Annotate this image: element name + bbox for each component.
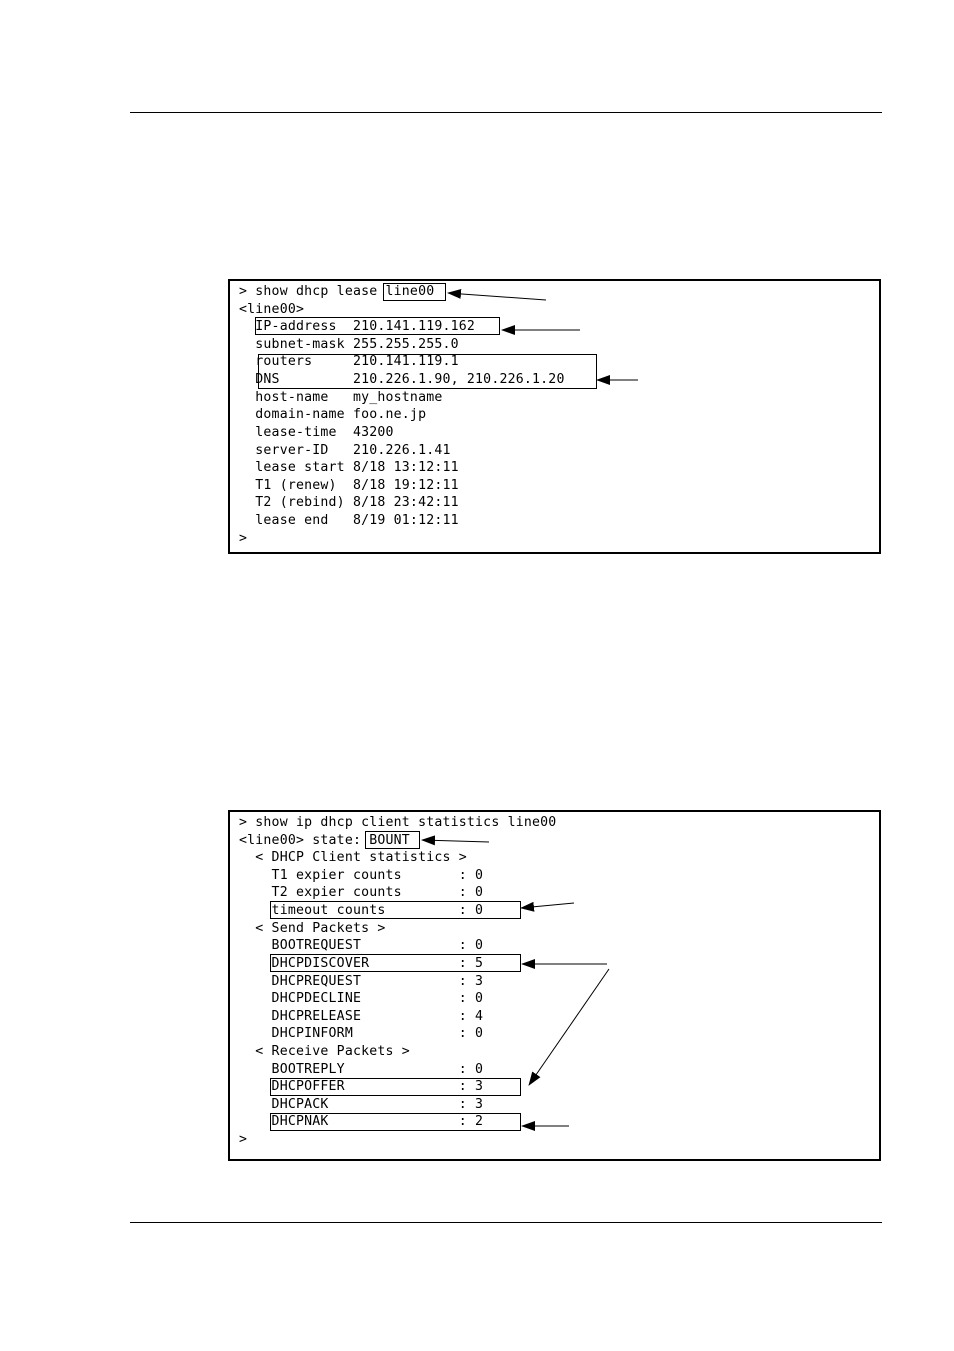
arrow-to-dhcpoffer bbox=[529, 969, 609, 1085]
terminal-line: > bbox=[239, 1132, 248, 1147]
terminal-line: subnet-mask 255.255.255.0 bbox=[239, 337, 459, 352]
terminal-line: < Receive Packets > bbox=[239, 1044, 410, 1059]
terminal-line: DHCPDISCOVER : 5 bbox=[239, 956, 484, 971]
terminal-line: T1 expier counts : 0 bbox=[239, 868, 484, 883]
terminal-line: DHCPOFFER : 3 bbox=[239, 1079, 484, 1094]
terminal-line: DHCPINFORM : 0 bbox=[239, 1026, 484, 1041]
arrow-to-timeout bbox=[521, 903, 574, 908]
arrow-to-state bbox=[422, 840, 489, 842]
arrow-to-interface bbox=[448, 293, 546, 300]
terminal-line: T2 (rebind) 8/18 23:42:11 bbox=[239, 495, 459, 510]
terminal-line: < DHCP Client statistics > bbox=[239, 850, 467, 865]
terminal-line: IP-address 210.141.119.162 bbox=[239, 319, 476, 334]
terminal-line: DHCPNAK : 2 bbox=[239, 1114, 484, 1129]
terminal-line: T2 expier counts : 0 bbox=[239, 885, 484, 900]
terminal-line: DHCPREQUEST : 3 bbox=[239, 974, 484, 989]
terminal-line: routers 210.141.119.1 bbox=[239, 354, 459, 369]
terminal-line: <line00> bbox=[239, 302, 305, 317]
terminal-line: server-ID 210.226.1.41 bbox=[239, 443, 451, 458]
terminal-line: lease end 8/19 01:12:11 bbox=[239, 513, 459, 528]
terminal-line: T1 (renew) 8/18 19:12:11 bbox=[239, 478, 459, 493]
terminal-line: DHCPRELEASE : 4 bbox=[239, 1009, 484, 1024]
terminal-line: BOOTREQUEST : 0 bbox=[239, 938, 484, 953]
terminal-line: > show ip dhcp client statistics line00 bbox=[239, 815, 557, 830]
terminal-line: DHCPACK : 3 bbox=[239, 1097, 484, 1112]
terminal-line: lease start 8/18 13:12:11 bbox=[239, 460, 459, 475]
terminal-line: timeout counts : 0 bbox=[239, 903, 484, 918]
terminal-line: host-name my_hostname bbox=[239, 390, 443, 405]
terminal-line: > show dhcp lease line00 bbox=[239, 284, 435, 299]
terminal-line: <line00> state: BOUNT bbox=[239, 833, 410, 848]
terminal-line: DHCPDECLINE : 0 bbox=[239, 991, 484, 1006]
terminal-line: BOOTREPLY : 0 bbox=[239, 1062, 484, 1077]
terminal-line: DNS 210.226.1.90, 210.226.1.20 bbox=[239, 372, 565, 387]
terminal-line: domain-name foo.ne.jp bbox=[239, 407, 427, 422]
terminal-line: > bbox=[239, 531, 248, 546]
terminal-line: < Send Packets > bbox=[239, 921, 386, 936]
terminal-line: lease-time 43200 bbox=[239, 425, 394, 440]
